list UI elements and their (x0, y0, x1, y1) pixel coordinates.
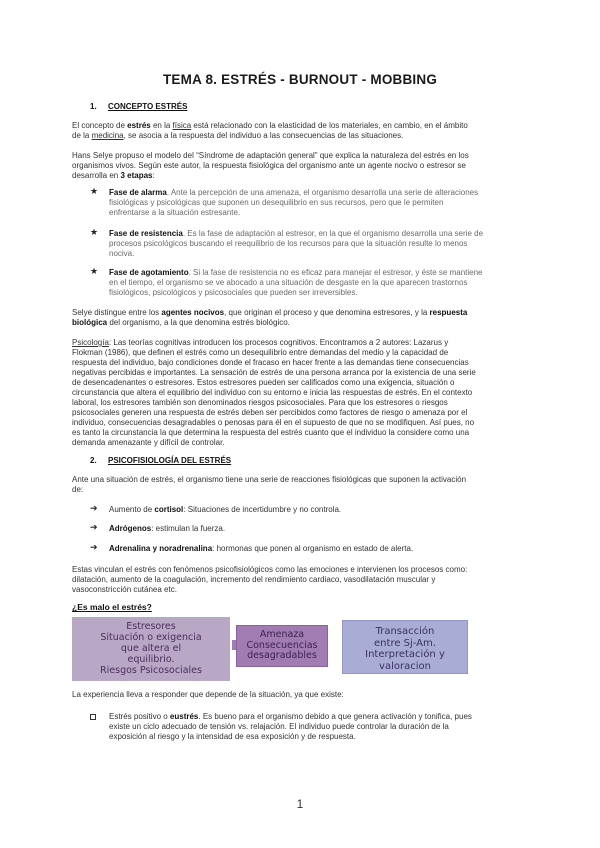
section-number: 2. (90, 456, 97, 465)
diagram-box-estresores: Estresores Situación o exigencia que altera el equilibrio. Riesgos Psicosociales (72, 617, 230, 681)
section-label: PSICOFISIOLOGÍA DEL ESTRÉS (108, 456, 232, 465)
stage-item-alarma: Fase de alarma. Ante la percepción de una amenaza, el organismo desarrolla una serie de alteraciones fisiológicas y psicológicas que suponen un desequilibrio en sus recursos, pero que le permiten enfrentarse a la situación estresante. (109, 188, 479, 217)
paragraph-concept: El concepto de estrés en la física está relacionado con la elasticidad de los materiales, en cambio, en el ámbito de la medicina, se asocia a la respuesta del individuo a las consecuencias de las situaciones. (72, 121, 468, 140)
paragraph-reacciones: Ante una situación de estrés, el organismo tiene una serie de reacciones fisiológicas que suponen la activación de: (72, 475, 467, 494)
checkbox-bullet-icon (90, 714, 96, 720)
section-heading-concepto (90, 102, 187, 111)
stage-item-agotamiento: Fase de agotamiento. Si la fase de resistencia no es eficaz para manejar el estresor, y éste se mantiene en el tiempo, el organismo se ve abocado a una situación de desgaste en la que aparecen trastornos fisiológicos, psicológicos y psicosociales que pueden ser irreversibles. (109, 268, 483, 297)
stage-item-resistencia: Fase de resistencia. Es la fase de adaptación al estresor, en la que el organismo desarrolla una serie de procesos psicológicos buscando el reequilibrio de los recursos para que la situación resulte lo menos nociva. (109, 229, 484, 258)
star-bullet-icon: ★ (90, 266, 99, 276)
section-heading-psicofisiologia (90, 456, 231, 465)
diagram-box-amenaza: Amenaza Consecuencias desagradables (236, 625, 328, 667)
paragraph-psicologia: Psicología: Las teorías cognitivas introducen los procesos cognitivos. Encontramos a 2 autores: Lazarus y Flokman (1986), que definen el estrés como un desequilibrio entre demandas del medio y la capacidad de respuesta del individuo, bajo condiciones donde el fracaso en hacer frente a las demandas tiene consecuencias negativas percibidas e importantes. La sensación de estrés de una persona arranca por la existencia de una serie de desencadenantes o estresores. Estos estresores pueden ser calificados como una exigencia, situación o circunstancia que altera el equilibrio del individuo con su entorno e inicia las respuestas de estrés. En el contexto laboral, los estresores también son denominados riesgos psicosociales. Para que los estresores o riesgos psicosociales generen una respuesta de estrés deben ser percibidos como factores de riesgo o amenaza por el individuo, consecuencias desagradables o penosas para él en el supuesto de que no se modifiquen. Así pues, no es tanto la circunstancia la que determina la respuesta del estrés cuanto que el individuo la considere como una demanda amenazante y difícil de controlar. (72, 338, 476, 447)
paragraph-vinculan: Estas vinculan el estrés con fenómenos psicofisiológicos como las emociones e intervienen los procesos como: dilatación, aumento de la coagulación, incremento del rendimiento cardiaco, vasodilatación muscular y vasoconstricción cutánea etc. (72, 565, 468, 594)
arrow-bullet-icon: ➔ (90, 522, 98, 532)
page-number: 1 (296, 797, 304, 811)
diagram-box-transaccion: Transacción entre Sj-Am. Interpretación y valoracion (342, 620, 468, 674)
paragraph-experiencia: La experiencia lleva a responder que depende de la situación, ya que existe: (72, 690, 344, 699)
paragraph-agentes: Selye distingue entre los agentes nocivos, que originan el proceso y que denomina estresores, y la respuesta biológica del organismo, a la que denomina estrés biológico. (72, 308, 468, 327)
reaction-item-adrenalina: Adrenalina y noradrenalina: hormonas que ponen al organismo en estado de alerta. (109, 544, 414, 553)
reaction-item-cortisol: Aumento de cortisol: Situaciones de incertidumbre y no controla. (109, 505, 342, 514)
section-number: 1. (90, 102, 97, 111)
star-bullet-icon: ★ (90, 227, 99, 237)
page-title: TEMA 8. ESTRÉS - BURNOUT - MOBBING (162, 72, 438, 87)
reaction-item-adrogenos: Adrógenos: estimulan la fuerza. (109, 524, 226, 533)
star-bullet-icon: ★ (90, 186, 99, 196)
section-label: CONCEPTO ESTRÉS (108, 102, 188, 111)
eustress-item: Estrés positivo o eustrés. Es bueno para el organismo debido a que genera activación y tonifica, pues existe un ciclo adecuado de tensión vs. relajación. El individuo puede controlar la duración de la exposición al riesgo y la intensidad de esa exposición y de respuesta. (109, 712, 472, 741)
paragraph-selye: Hans Selye propuso el modelo del “Síndrome de adaptación general” que explica la naturaleza del estrés en los organismos vivos. Según este autor, la respuesta fisiológica del organismo ante un agente nocivo o estresor se desarrolla en 3 etapas: (72, 151, 469, 180)
arrow-bullet-icon: ➔ (90, 542, 98, 552)
arrow-bullet-icon: ➔ (90, 503, 98, 513)
question-heading: ¿Es malo el estrés? (72, 602, 152, 612)
